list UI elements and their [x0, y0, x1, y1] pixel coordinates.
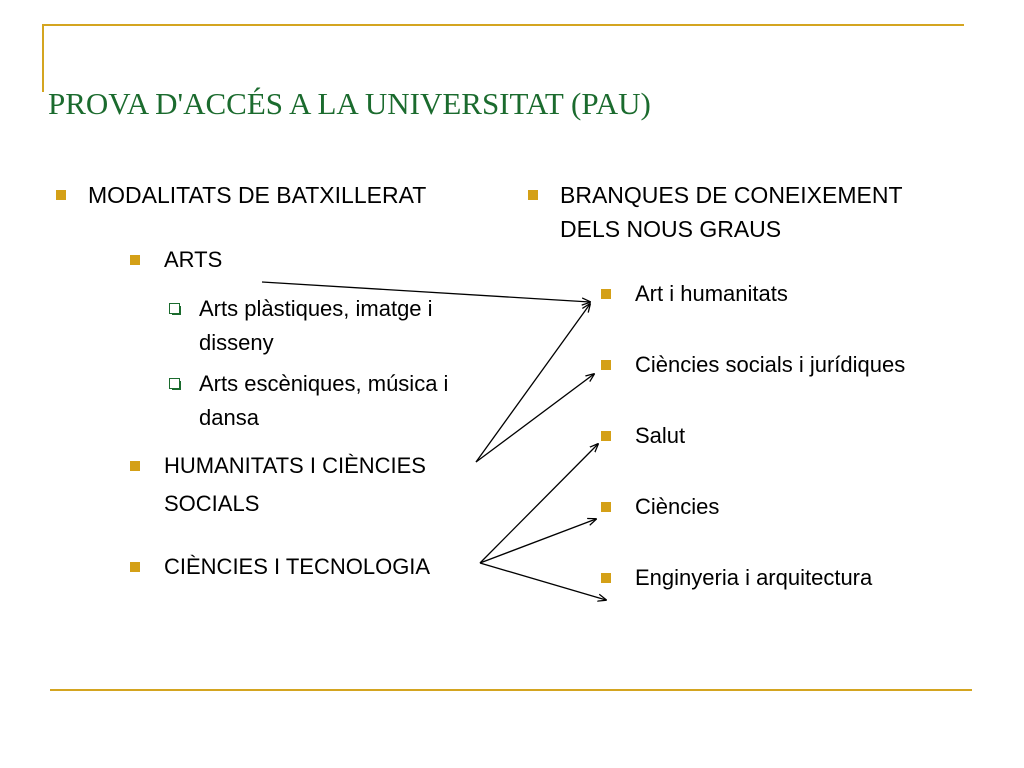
branch-item: Ciències — [635, 490, 719, 524]
branch-item: Art i humanitats — [635, 277, 788, 311]
arrow-humanitats-to-socials — [476, 374, 594, 462]
modality-ciencies-tecnologia: CIÈNCIES I TECNOLOGIA — [164, 550, 430, 584]
left-heading: MODALITATS DE BATXILLERAT — [88, 178, 426, 212]
frame-bottom-rule — [50, 689, 972, 691]
arrow-arts-to-art-humanitats — [262, 282, 590, 302]
modality-humanitats: HUMANITATS I CIÈNCIES SOCIALS — [164, 447, 426, 523]
arrow-tecnologia-to-salut — [480, 444, 598, 563]
branch-item: Ciències socials i jurídiques — [635, 348, 905, 382]
slide-title: PROVA D'ACCÉS A LA UNIVERSITAT (PAU) — [48, 86, 651, 121]
branch-item: Enginyeria i arquitectura — [635, 561, 872, 595]
modality-arts: ARTS — [164, 243, 222, 277]
arrow-tecnologia-to-ciencies — [480, 519, 596, 563]
branch-item: Salut — [635, 419, 685, 453]
right-heading: BRANQUES DE CONEIXEMENT DELS NOUS GRAUS — [560, 178, 903, 246]
arrow-humanitats-to-art-humanitats — [476, 304, 590, 462]
arts-sub-item: Arts plàstiques, imatge i disseny — [199, 292, 433, 360]
arrow-tecnologia-to-enginyeria — [480, 563, 606, 600]
arts-sub-item: Arts escèniques, música i dansa — [199, 367, 448, 435]
